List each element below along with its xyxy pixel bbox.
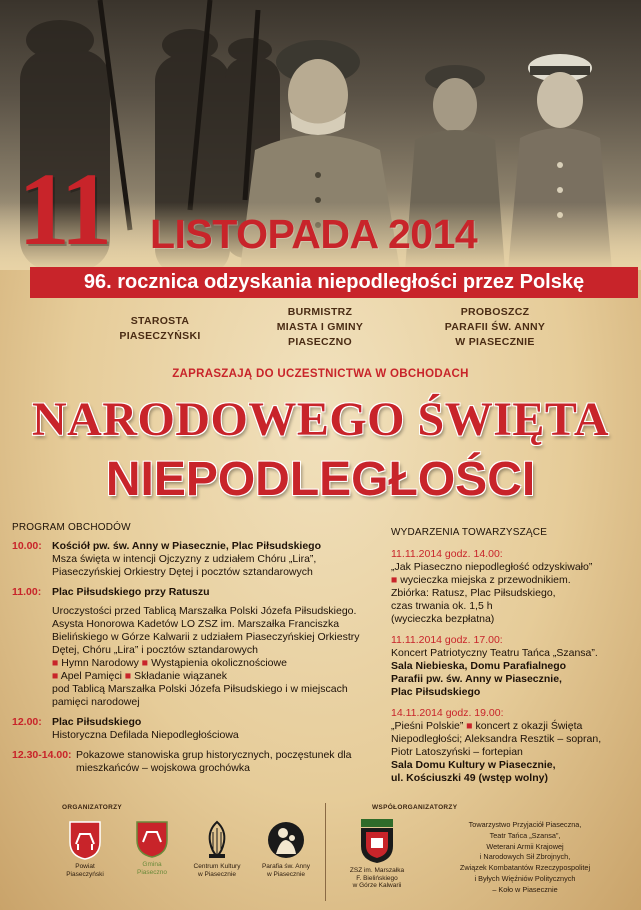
program-text-tail: pod Tablicą Marszałka Polski Józefa Piłsudskiego i w miejscach pamięci narodowej <box>52 683 348 708</box>
coorganizers-list: Towarzystwo Przyjaciół Piaseczna, Teatr Tańca „Szansa”, Weterani Armii Krajowej i Narodowych Sił Zbrojnych, Związek Kombatantów Rzeczypospolitej i Byłych Więźniów Politycznych – Koło w Piasecznie <box>459 820 591 894</box>
lyre-icon <box>204 820 230 860</box>
bullet-icon: ■ <box>141 657 149 669</box>
program-place: Plac Piłsudskiego przy Ratuszu <box>52 586 210 598</box>
program-item <box>12 540 382 579</box>
host-burmistrz: BURMISTRZ MIASTA I GMINY PIASECZNO <box>276 306 364 348</box>
program-item <box>12 586 382 709</box>
program-time: 10.00: <box>12 540 42 552</box>
date-day: 11 <box>18 152 109 267</box>
organizer-gmina: Gmina Piaseczno <box>122 820 182 876</box>
coorganizer-zsz: ZSZ im. Marszałka F. Bielińskiego w Górze Kalwarii <box>340 818 414 890</box>
bullet-icon: ■ <box>52 657 59 669</box>
footer-divider <box>325 803 326 901</box>
program-text: Historyczna Defilada Niepodległościowa <box>52 729 239 741</box>
program-section <box>12 521 382 782</box>
bullet-icon: ■ <box>124 670 132 682</box>
program-place: Kościół pw. św. Anny w Piasecznie, Plac Piłsudskiego <box>52 540 322 552</box>
organizer-centrum-kultury: Centrum Kultury w Piasecznie <box>185 820 249 878</box>
program-text: Pokazowe stanowiska grup historycznych, poczęstunek dla mieszkańców – wojskowa grochówka <box>76 749 352 774</box>
coat-of-arms-icon <box>68 820 102 860</box>
organizer-powiat: Powiat Piaseczyński <box>55 820 115 878</box>
program-heading: PROGRAM OBCHODÓW <box>12 522 131 533</box>
bullet-icon: ■ <box>391 574 398 586</box>
school-crest-icon <box>358 818 396 864</box>
coorganizers-label: WSPÓŁORGANIZATORZY <box>372 804 458 811</box>
event-date: 11.11.2014 godz. 17.00: <box>391 634 503 646</box>
date-month-year: LISTOPADA 2014 <box>150 211 478 257</box>
main-title-line-1: NARODOWEGO ŚWIĘTA <box>31 393 610 446</box>
invitation-line: ZAPRASZAJĄ DO UCZESTNICTWA W OBCHODACH <box>172 368 469 380</box>
program-text: Msza święta w intencji Ojczyzny z udziałem Chóru „Lira”, Piaseczyńskiej Orkiestry Dętej i pocztów sztandarowych <box>52 553 317 578</box>
program-bullets-row: ■ Apel Pamięci ■ Składanie wiązanek <box>52 670 227 682</box>
program-time: 12.00: <box>12 716 42 728</box>
main-title-line-2: NIEPODLEGŁOŚCI <box>105 453 536 506</box>
host-starosta: STAROSTA PIASECZYŃSKI <box>119 315 201 342</box>
program-time: 11.00: <box>12 586 42 598</box>
host-titles <box>0 305 641 355</box>
anniversary-banner <box>30 267 638 298</box>
anniversary-text: 96. rocznica odzyskania niepodległości przez Polskę <box>83 271 585 293</box>
program-bullets-row: ■ Hymn Narodowy ■ Wystąpienia okolicznościowe <box>52 657 287 669</box>
event-date: 11.11.2014 godz. 14.00: <box>391 548 503 560</box>
event-date: 14.11.2014 godz. 19.00: <box>391 707 504 719</box>
bullet-icon: ■ <box>52 670 59 682</box>
organizers-label: ORGANIZATORZY <box>62 804 122 811</box>
program-item <box>12 749 382 775</box>
program-time: 12.30-14.00: <box>12 749 72 761</box>
event-item: 14.11.2014 godz. 19.00: „Pieśni Polskie” ■ koncert z okazji Święta Niepodległości; Aleksandra Resztik – sopran, Piotr Latoszyński – fortepian Sala Domu Kultury w Piasecznie, ul. Kościuszki 49 (wstęp wolny) <box>391 707 631 785</box>
coat-of-arms-icon <box>135 820 169 858</box>
events-section <box>391 526 631 793</box>
program-text: Uroczystości przed Tablicą Marszałka Polski Józefa Piłsudskiego. Asysta Honorowa Kadetów LO ZSZ im. Marszałka Franciszka Bielińskiego w Górze Kalwarii z udziałem Piaseczyńskiej Orkiestry Dętej, Chóru „Lira” i pocztów sztandarowych <box>52 605 360 656</box>
bullet-icon: ■ <box>466 720 473 732</box>
saint-anne-icon <box>268 820 304 860</box>
host-proboszcz: PROBOSZCZ PARAFII ŚW. ANNY W PIASECZNIE <box>444 306 546 348</box>
organizer-parafia: Parafia św. Anny w Piasecznie <box>254 820 318 878</box>
program-place: Plac Piłsudskiego <box>52 716 142 728</box>
program-item <box>12 716 382 742</box>
event-item: 11.11.2014 godz. 14.00: „Jak Piaseczno niepodległość odzyskiwało” ■ wycieczka miejska z przewodnikiem. Zbiórka: Ratusz, Plac Piłsudskiego, czas trwania ok. 1,5 h (wycieczka bezpłatna) <box>391 548 631 626</box>
event-item: 11.11.2014 godz. 17.00: Koncert Patriotyczny Teatru Tańca „Szansa”. Sala Niebieska, Domu Parafialnego Parafii pw. św. Anny w Piasecznie, Plac Piłsudskiego <box>391 634 631 699</box>
events-heading: WYDARZENIA TOWARZYSZĄCE <box>391 527 548 538</box>
